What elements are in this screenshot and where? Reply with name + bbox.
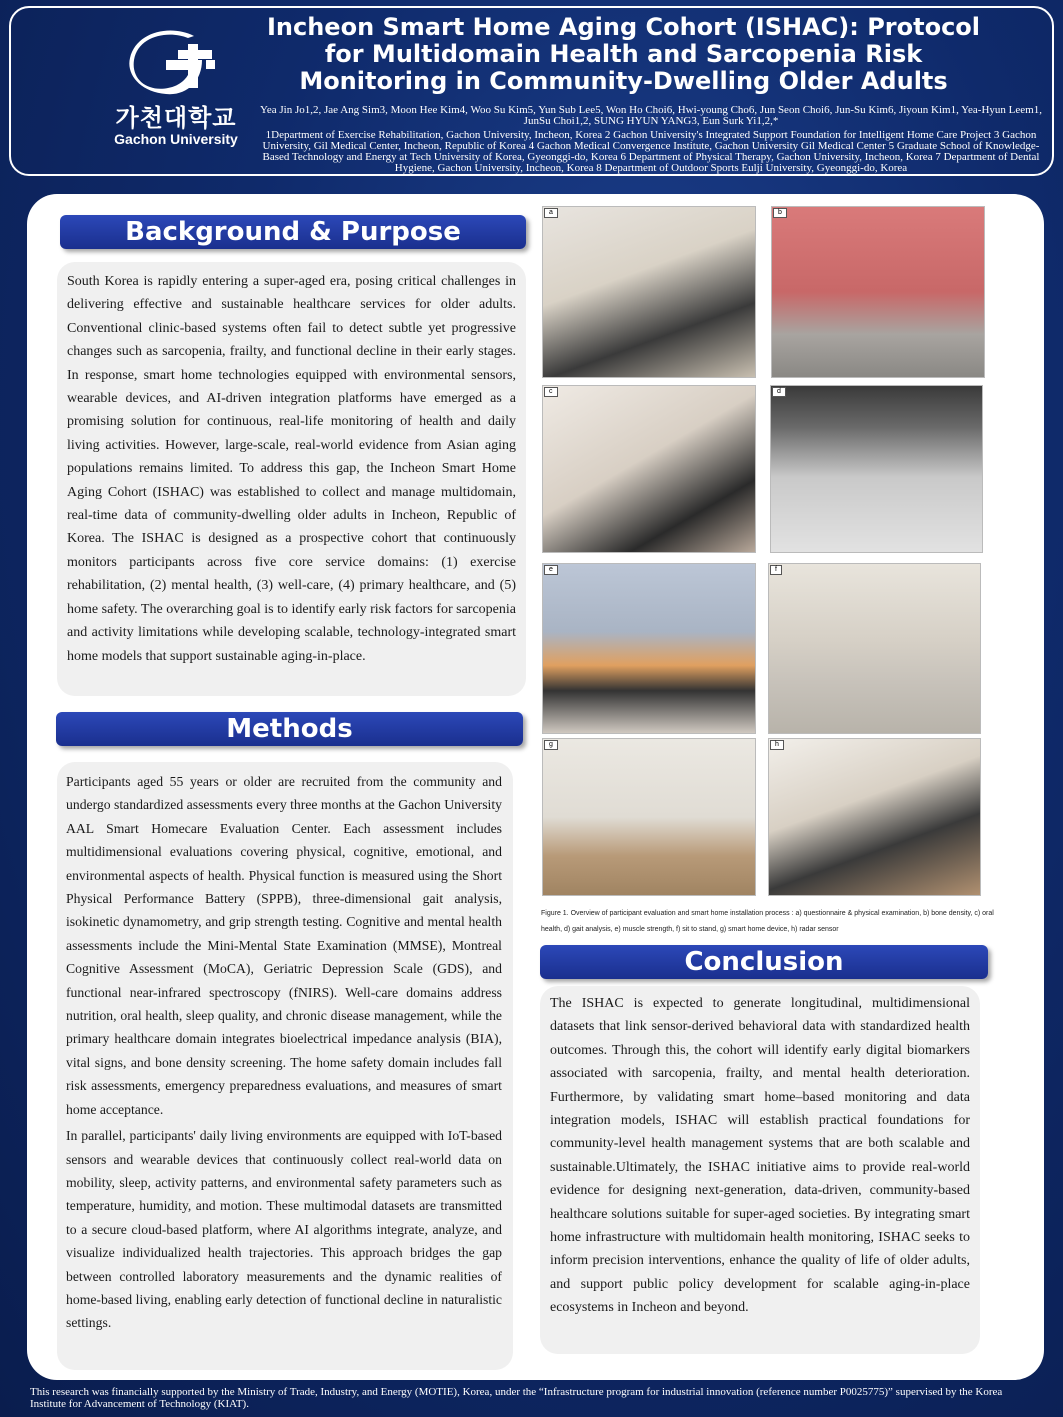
- university-logo: [106, 30, 246, 147]
- photo-oral-health: [542, 385, 756, 553]
- photo-label-b: b: [773, 208, 787, 218]
- poster-header: [9, 6, 1054, 176]
- photo-radar-sensor: [768, 738, 981, 896]
- photo-label-g: g: [544, 740, 558, 750]
- photo-bone-density: [771, 206, 985, 378]
- methods-text-box: [57, 762, 513, 1370]
- logo-english-text: Gachon University: [114, 131, 238, 147]
- photo-questionnaire: [542, 206, 756, 378]
- gachon-logo-icon: [128, 30, 224, 96]
- photo-gait-analysis: [770, 385, 983, 553]
- background-text-box: [57, 262, 526, 696]
- photo-label-a: a: [544, 208, 558, 218]
- poster-title: Incheon Smart Home Aging Cohort (ISHAC): Protocol for Multidomain Health and Sarcopenia Risk Monitoring in Community-Dwelling Older Adults: [266, 13, 981, 95]
- affiliations: 1Department of Exercise Rehabilitation, Gachon University, Incheon, Korea 2 Gachon University's Integrated Support Foundation for Intelligent Home Care Project 3 Gachon University, Gil Medical Center, Incheon, Republic of Korea 4 Gachon Medical Convergence Institute, Gachon University Gil Medical Center 5 Graduate School of Knowledge-Based Technology and Energy at Tech University of Korea, Gyeonggi-do, Korea 6 Department of Physical Therapy, Gachon University, Incheon, Korea 7 Department of Dental Hygiene, Gachon University, Incheon, Korea 8 Department of Outdoor Sports Eulji University, Gyeonggi-do, Korea: [262, 129, 1040, 174]
- photo-label-d: d: [772, 387, 786, 397]
- funding-footer: This research was financially supported by the Ministry of Trade, Industry, and Energy (MOTIE), Korea, under the “Infrastructure program for industrial innovation (reference number P0025775)” supervised by the Korea Institute for Advancement of Technology (KIAT).: [30, 1386, 1003, 1410]
- methods-heading: Methods: [56, 712, 523, 746]
- background-text: South Korea is rapidly entering a super-aged era, posing critical challenges in delivering effective and sustainable healthcare services for older adults. Conventional clinic-based systems often fail to detect subtle yet progressive changes such as sarcopenia, frailty, and functional decline in their early stages. In response, smart home technologies equipped with environmental sensors, wearable devices, and AI-driven integration platforms have emerged as a promising solution for continuous, real-life monitoring of health and daily living activities. However, large-scale, real-world evidence from Asian aging populations remains limited. To address this gap, the Incheon Smart Home Aging Cohort (ISHAC) was established to collect and manage multidomain, real-time data of community-dwelling older adults in Incheon, Republic of Korea. The ISHAC is designed as a prospective cohort that continuously monitors participants across five core service domains: (1) exercise rehabilitation, (2) mental health, (3) well-care, (4) primary healthcare, and (5) home safety. The overarching goal is to identify early risk factors for sarcopenia and activity limitations while developing scalable, technology-integrated smart home models that support sustainable aging-in-place.: [67, 274, 516, 664]
- conclusion-text-box: [540, 986, 980, 1354]
- photo-smart-home-device: [542, 738, 756, 896]
- photo-sit-to-stand: [768, 563, 981, 734]
- photo-label-h: h: [770, 740, 784, 750]
- background-heading: Background & Purpose: [60, 215, 526, 249]
- photo-label-e: e: [544, 565, 558, 575]
- author-list: Yea Jin Jo1,2, Jae Ang Sim3, Moon Hee Kim4, Woo Su Kim5, Yun Sub Lee5, Won Ho Choi6, Hwi-young Cho6, Jun Seon Choi6, Jun-Su Kim6, Jiyoun Kim1, Yea-Hyun Leem1, JunSu Choi1,2, SUNG HYUN YANG3, Eun Surk Yi1,2,*: [260, 104, 1042, 127]
- methods-paragraph-1: Participants aged 55 years or older are recruited from the community and undergo standardized assessments every three months at the Gachon University AAL Smart Homecare Evaluation Center. Each assessment includes multidimensional evaluations covering physical, cognitive, emotional, and environmental aspects of health. Physical function is measured using the Short Physical Performance Battery (SPPB), three-dimensional gait analysis, isokinetic dynamometry, and grip strength testing. Cognitive and mental health assessments include the Mini-Mental State Examination (MMSE), Montreal Cognitive Assessment (MoCA), Geriatric Depression Scale (GDS), and functional near-infrared spectroscopy (fNIRS). Well-care domains address nutrition, oral health, sleep quality, and chronic disease management, while the primary healthcare domain integrates bioelectrical impedance analysis (BIA), vital signs, and bone density screening. The home safety domain includes fall risk assessments, emergency preparedness evaluations, and measures of smart home acceptance.: [66, 774, 502, 1117]
- conclusion-text: The ISHAC is expected to generate longitudinal, multidimensional datasets that link sensor-derived behavioral data with standardized health outcomes. Through this, the cohort will identify early digital biomarkers associated with sarcopenia, frailty, and mental health deterioration. Furthermore, by validating smart home–based monitoring and data integration models, ISHAC will establish practical foundations for community-level health management systems that are both scalable and sustainable.Ultimately, the ISHAC initiative aims to provide real-world evidence for designing next-generation, data-driven, community-based healthcare solutions suitable for super-aged societies. By integrating smart home infrastructure with multidomain health monitoring, ISHAC seeks to inform precision interventions, enhance the quality of life of older adults, and support public policy development for scalable aging-in-place ecosystems in Incheon and beyond.: [550, 996, 970, 1316]
- photo-label-f: f: [770, 565, 782, 575]
- photo-muscle-strength: [542, 563, 756, 734]
- photo-label-c: c: [544, 387, 558, 397]
- logo-korean-text: 가천대학교: [115, 104, 237, 132]
- figure-caption: Figure 1. Overview of participant evaluation and smart home installation process : a) questionnaire & physical examination, b) bone density, c) oral health, d) gait analysis, e) muscle strength, f) sit to stand, g) smart home device, h) radar sensor: [541, 910, 994, 933]
- methods-paragraph-2: In parallel, participants' daily living environments are equipped with IoT-based sensors and wearable devices that continuously collect real-world data on mobility, sleep, activity patterns, and environmental safety parameters such as temperature, humidity, and motion. These multimodal datasets are transmitted to a secure cloud-based platform, where AI algorithms integrate, analyze, and visualize individualized health trajectories. This approach bridges the gap between controlled laboratory measurements and the dynamic realities of home-based living, enabling early detection of functional decline in naturalistic settings.: [66, 1128, 502, 1331]
- conclusion-heading: Conclusion: [540, 945, 988, 979]
